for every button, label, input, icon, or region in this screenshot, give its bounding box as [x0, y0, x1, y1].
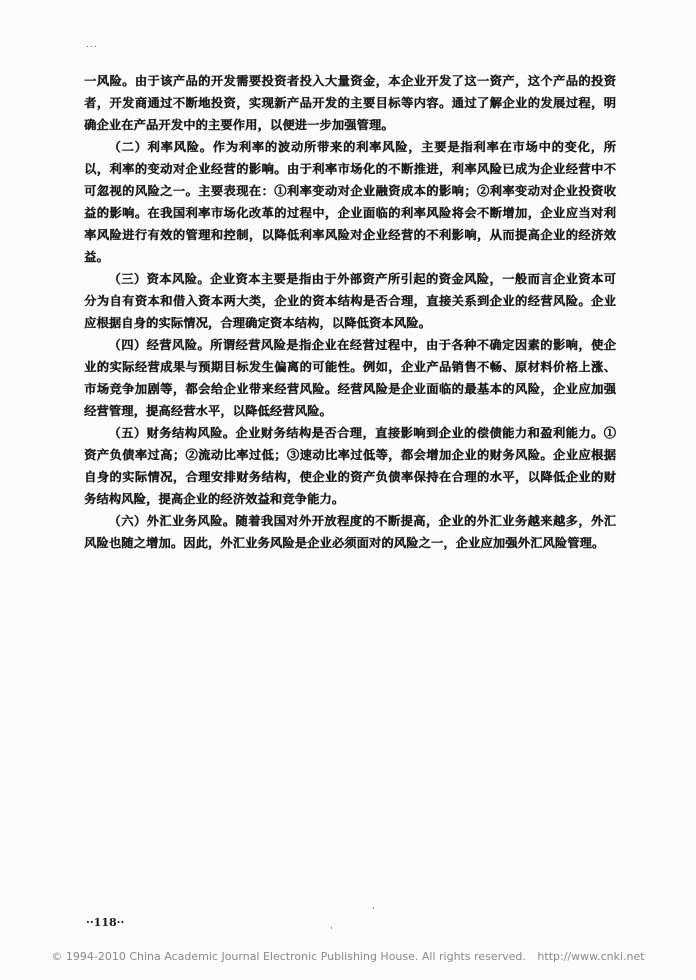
footer: [0, 950, 696, 963]
paragraph: 一风险。由于该产品的开发需要投资者投入大量资金，本企业开发了这一资产，这个产品的投资者，开发商通过不断地投资，实现新产品开发的主要目标等内容。通过了解企业的发展过程，明确企业在产品开发中的主要作用，以便进一步加强管理。: [84, 74, 616, 132]
paragraph: （五）财务结构风险。企业财务结构是否合理，直接影响到企业的偿债能力和盈利能力。①资产负债率过高；②流动比率过低；③速动比率过低等，都会增加企业的财务风险。企业应根据自身的实际情况，合理安排财务结构，使企业的资产负债率保持在合理的水平，以降低企业的财务结构风险，提高企业的经济效益和竞争能力。: [84, 426, 616, 506]
scan-speck: ·: [330, 924, 333, 934]
footer-url[interactable]: http://www.cnki.net: [537, 950, 645, 963]
paragraph: （四）经营风险。所谓经营风险是指企业在经营过程中，由于各种不确定因素的影响，使企业的实际经营成果与预期目标发生偏离的可能性。例如，企业产品销售不畅、原材料价格上涨、市场竞争加剧等，都会给企业带来经营风险。经营风险是企业面临的最基本的风险，企业应加强经营管理，提高经营水平，以降低经营风险。: [84, 338, 616, 418]
paragraph: （二）利率风险。作为利率的波动所带来的利率风险，主要是指利率在市场中的变化，所以，利率的变动对企业经营的影响。由于利率市场化的不断推进，利率风险已成为企业经营中不可忽视的风险之一。主要表现在：①利率变动对企业融资成本的影响；②利率变动对企业投资收益的影响。在我国利率市场化改革的过程中，企业面临的利率风险将会不断增加，企业应当对利率风险进行有效的管理和控制，以降低利率风险对企业经营的不利影响，从而提高企业的经济效益。: [84, 140, 616, 264]
copyright-text: © 1994-2010 China Academic Journal Electronic Publishing House. All rights reserved.: [51, 950, 526, 963]
scan-speck: ·: [372, 904, 375, 914]
paragraph: （六）外汇业务风险。随着我国对外开放程度的不断提高，企业的外汇业务越来越多，外汇风险也随之增加。因此，外汇业务风险是企业必须面对的风险之一，企业应加强外汇风险管理。: [84, 514, 616, 550]
paragraph: （三）资本风险。企业资本主要是指由于外部资产所引起的资金风险，一般而言企业资本可分为自有资本和借入资本两大类，企业的资本结构是否合理，直接关系到企业的经营风险。企业应根据自身的实际情况，合理确定资本结构，以降低资本风险。: [84, 272, 616, 330]
header-mark: ...: [86, 40, 98, 50]
page-number: ··118··: [86, 916, 125, 929]
article-body: [84, 70, 616, 554]
